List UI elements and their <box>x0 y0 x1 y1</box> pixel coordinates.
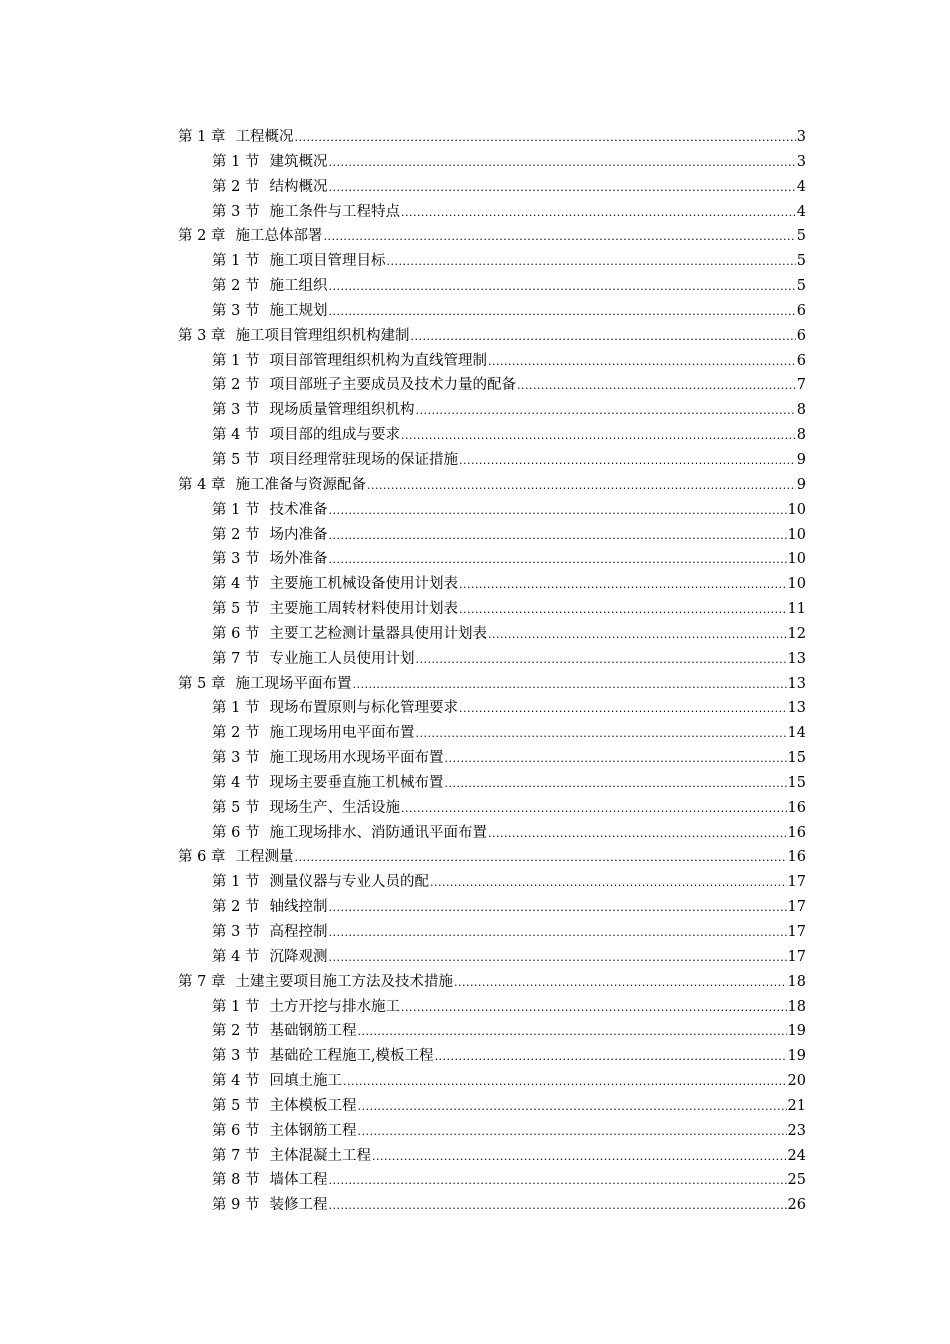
toc-entry-number: 第 7 节 <box>212 650 260 667</box>
toc-entry-page-number: 13 <box>787 700 806 717</box>
toc-entry-page-number: 17 <box>787 899 806 916</box>
dot-leader <box>459 598 787 623</box>
toc-entry-title: 现场布置原则与标化管理要求 <box>269 700 458 717</box>
dot-leader <box>328 1194 786 1219</box>
toc-section-entry[interactable] <box>178 746 806 771</box>
toc-section-entry[interactable] <box>178 995 806 1020</box>
toc-entry-title: 施工准备与资源配备 <box>235 476 366 493</box>
toc-entry-title: 施工规划 <box>269 302 328 319</box>
toc-section-entry[interactable] <box>178 373 806 398</box>
toc-entry-title: 基础砼工程施工,模板工程 <box>269 1048 434 1065</box>
toc-entry-title: 现场质量管理组织机构 <box>269 402 415 419</box>
toc-entry-number: 第 1 节 <box>212 352 260 369</box>
dot-leader <box>415 648 786 673</box>
toc-section-entry[interactable] <box>178 572 806 597</box>
toc-entry-page-number: 8 <box>796 427 806 444</box>
dot-leader <box>459 449 796 474</box>
toc-entry-title: 墙体工程 <box>269 1172 328 1189</box>
dot-leader <box>328 524 786 549</box>
toc-entry-title: 施工现场平面布置 <box>235 675 352 692</box>
toc-entry-title: 主体混凝土工程 <box>269 1147 371 1164</box>
toc-entry-number: 第 4 章 <box>178 476 226 493</box>
toc-entry-title: 建筑概况 <box>269 153 328 170</box>
toc-entry-number: 第 4 节 <box>212 774 260 791</box>
toc-section-entry[interactable] <box>178 175 806 200</box>
dot-leader <box>401 996 787 1021</box>
toc-entry-page-number: 19 <box>787 1023 806 1040</box>
toc-entry-page-number: 17 <box>787 924 806 940</box>
toc-entry-page-number: 5 <box>796 228 806 245</box>
toc-entry-page-number: 16 <box>787 824 806 841</box>
toc-entry-page-number: 19 <box>787 1048 806 1065</box>
toc-entry-page-number: 13 <box>787 675 806 692</box>
toc-entry-title: 场内准备 <box>269 526 328 543</box>
toc-section-entry[interactable] <box>178 523 806 548</box>
toc-entry-number: 第 3 节 <box>212 203 260 220</box>
dot-leader <box>357 1020 786 1045</box>
toc-entry-number: 第 1 节 <box>212 501 260 518</box>
toc-entry-title: 回填土施工 <box>269 1073 342 1090</box>
toc-entry-page-number: 3 <box>796 129 806 145</box>
toc-entry-title: 轴线控制 <box>269 899 328 916</box>
toc-entry-page-number: 5 <box>796 278 806 295</box>
toc-entry-page-number: 21 <box>787 1097 806 1114</box>
dot-leader <box>488 623 787 648</box>
toc-chapter-entry[interactable] <box>178 672 806 697</box>
dot-leader <box>328 275 795 300</box>
toc-entry-title: 项目经理常驻现场的保证措施 <box>269 451 458 468</box>
toc-entry-number: 第 4 节 <box>212 1073 260 1090</box>
dot-leader <box>328 946 786 971</box>
toc-section-entry[interactable] <box>178 349 806 374</box>
toc-section-entry[interactable] <box>178 200 806 225</box>
toc-entry-number: 第 6 节 <box>212 824 260 841</box>
toc-entry-number: 第 3 节 <box>212 302 260 319</box>
toc-entry-page-number: 9 <box>796 476 806 493</box>
toc-entry-page-number: 10 <box>787 526 806 543</box>
toc-entry-number: 第 2 节 <box>212 899 260 916</box>
toc-entry-page-number: 6 <box>796 327 806 344</box>
dot-leader <box>517 374 796 399</box>
toc-entry-title: 施工现场用水现场平面布置 <box>269 750 444 767</box>
toc-entry-title: 现场主要垂直施工机械布置 <box>269 774 444 791</box>
toc-entry-number: 第 1 节 <box>212 700 260 717</box>
toc-entry-title: 项目部的组成与要求 <box>269 427 400 444</box>
dot-leader <box>401 424 796 449</box>
table-of-contents <box>178 125 806 1218</box>
toc-section-entry[interactable] <box>178 597 806 622</box>
dot-leader <box>415 399 795 424</box>
toc-entry-page-number: 3 <box>796 153 806 170</box>
toc-entry-page-number: 10 <box>787 576 806 593</box>
toc-entry-title: 现场生产、生活设施 <box>269 799 400 816</box>
dot-leader <box>430 871 787 896</box>
dot-leader <box>444 772 786 797</box>
toc-chapter-entry[interactable] <box>178 125 806 150</box>
toc-entry-title: 施工组织 <box>269 278 328 295</box>
dot-leader <box>488 822 787 847</box>
toc-entry-page-number: 5 <box>796 253 806 270</box>
toc-entry-page-number: 13 <box>787 650 806 667</box>
toc-entry-title: 主体钢筋工程 <box>269 1122 357 1139</box>
toc-chapter-entry[interactable] <box>178 324 806 349</box>
toc-entry-page-number: 9 <box>796 451 806 468</box>
toc-entry-title: 主要施工机械设备使用计划表 <box>269 576 458 593</box>
toc-entry-title: 专业施工人员使用计划 <box>269 650 415 667</box>
toc-entry-page-number: 6 <box>796 302 806 319</box>
toc-entry-page-number: 18 <box>787 973 806 990</box>
toc-entry-title: 施工现场用电平面布置 <box>269 725 415 742</box>
toc-entry-title: 结构概况 <box>269 178 328 195</box>
toc-entry-number: 第 5 章 <box>178 675 226 692</box>
toc-entry-number: 第 2 节 <box>212 1023 260 1040</box>
toc-section-entry[interactable] <box>178 920 806 945</box>
toc-entry-number: 第 8 节 <box>212 1172 260 1189</box>
toc-section-entry[interactable] <box>178 895 806 920</box>
toc-entry-number: 第 4 节 <box>212 948 260 965</box>
toc-section-entry[interactable] <box>178 1193 806 1218</box>
toc-section-entry[interactable] <box>178 696 806 721</box>
toc-entry-number: 第 3 节 <box>212 402 260 419</box>
toc-entry-title: 主要施工周转材料使用计划表 <box>269 601 458 618</box>
toc-entry-page-number: 4 <box>796 203 806 220</box>
toc-section-entry[interactable] <box>178 1168 806 1193</box>
toc-entry-page-number: 15 <box>787 750 806 767</box>
toc-entry-number: 第 2 节 <box>212 725 260 742</box>
toc-entry-number: 第 4 节 <box>212 576 260 593</box>
dot-leader <box>386 250 795 275</box>
toc-entry-page-number: 8 <box>796 402 806 419</box>
toc-entry-number: 第 3 章 <box>178 327 226 344</box>
dot-leader <box>328 1169 786 1194</box>
toc-entry-number: 第 2 节 <box>212 526 260 543</box>
toc-entry-title: 场外准备 <box>269 551 328 568</box>
dot-leader <box>294 846 786 871</box>
toc-chapter-entry[interactable] <box>178 224 806 249</box>
toc-entry-page-number: 23 <box>787 1122 806 1139</box>
toc-entry-title: 工程测量 <box>235 849 294 866</box>
toc-entry-page-number: 15 <box>787 774 806 791</box>
dot-leader <box>415 722 786 747</box>
toc-entry-number: 第 6 节 <box>212 625 260 642</box>
toc-section-entry[interactable] <box>178 448 806 473</box>
toc-entry-page-number: 10 <box>787 501 806 518</box>
toc-entry-title: 施工条件与工程特点 <box>269 203 400 220</box>
toc-entry-number: 第 2 章 <box>178 228 226 245</box>
dot-leader <box>328 176 795 201</box>
toc-entry-title: 施工现场排水、消防通讯平面布置 <box>269 824 487 841</box>
toc-section-entry[interactable] <box>178 150 806 175</box>
dot-leader <box>328 499 786 524</box>
toc-entry-title: 基础钢筋工程 <box>269 1023 357 1040</box>
toc-entry-title: 测量仪器与专业人员的配 <box>269 874 429 891</box>
toc-entry-page-number: 24 <box>787 1147 806 1164</box>
toc-entry-number: 第 5 节 <box>212 1097 260 1114</box>
toc-entry-page-number: 20 <box>787 1073 806 1090</box>
toc-section-entry[interactable] <box>178 821 806 846</box>
dot-leader <box>459 697 787 722</box>
toc-entry-number: 第 5 节 <box>212 799 260 816</box>
toc-section-entry[interactable] <box>178 423 806 448</box>
toc-section-entry[interactable] <box>178 796 806 821</box>
dot-leader <box>328 896 786 921</box>
toc-section-entry[interactable] <box>178 274 806 299</box>
dot-leader <box>488 350 796 375</box>
dot-leader <box>294 126 795 151</box>
toc-section-entry[interactable] <box>178 1094 806 1119</box>
toc-entry-page-number: 17 <box>787 948 806 965</box>
toc-section-entry[interactable] <box>178 1144 806 1169</box>
toc-entry-page-number: 11 <box>787 601 806 618</box>
dot-leader <box>328 921 786 946</box>
dot-leader <box>343 1070 787 1095</box>
toc-entry-number: 第 5 节 <box>212 451 260 468</box>
toc-entry-number: 第 3 节 <box>212 551 260 568</box>
dot-leader <box>401 797 787 822</box>
toc-section-entry[interactable] <box>178 771 806 796</box>
toc-entry-number: 第 1 节 <box>212 253 260 270</box>
dot-leader <box>328 548 786 573</box>
toc-entry-page-number: 6 <box>796 352 806 369</box>
toc-section-entry[interactable] <box>178 1044 806 1069</box>
toc-entry-page-number: 7 <box>796 377 806 394</box>
toc-entry-number: 第 7 章 <box>178 973 226 990</box>
dot-leader <box>323 225 795 250</box>
toc-entry-title: 土方开挖与排水施工 <box>269 998 400 1015</box>
toc-section-entry[interactable] <box>178 1119 806 1144</box>
toc-entry-number: 第 3 节 <box>212 1048 260 1065</box>
toc-section-entry[interactable] <box>178 721 806 746</box>
toc-entry-title: 技术准备 <box>269 501 328 518</box>
toc-section-entry[interactable] <box>178 498 806 523</box>
dot-leader <box>454 971 787 996</box>
toc-section-entry[interactable] <box>178 945 806 970</box>
toc-entry-title: 施工项目管理目标 <box>269 253 386 270</box>
toc-entry-title: 高程控制 <box>269 924 328 940</box>
toc-entry-page-number: 26 <box>787 1197 806 1214</box>
dot-leader <box>459 573 787 598</box>
toc-section-entry[interactable] <box>178 249 806 274</box>
toc-entry-number: 第 3 节 <box>212 924 260 940</box>
dot-leader <box>328 151 795 176</box>
toc-chapter-entry[interactable] <box>178 845 806 870</box>
toc-section-entry[interactable] <box>178 299 806 324</box>
toc-entry-title: 土建主要项目施工方法及技术措施 <box>235 973 453 990</box>
toc-section-entry[interactable] <box>178 398 806 423</box>
toc-entry-title: 沉降观测 <box>269 948 328 965</box>
toc-entry-title: 施工总体部署 <box>235 228 323 245</box>
toc-entry-title: 工程概况 <box>235 129 294 145</box>
dot-leader <box>401 201 796 226</box>
toc-section-entry[interactable] <box>178 1069 806 1094</box>
toc-entry-number: 第 5 节 <box>212 601 260 618</box>
toc-section-entry[interactable] <box>178 870 806 895</box>
toc-entry-number: 第 1 章 <box>178 129 226 145</box>
toc-entry-number: 第 2 节 <box>212 278 260 295</box>
toc-chapter-entry[interactable] <box>178 473 806 498</box>
toc-entry-number: 第 1 节 <box>212 874 260 891</box>
toc-entry-number: 第 3 节 <box>212 750 260 767</box>
toc-entry-title: 施工项目管理组织机构建制 <box>235 327 410 344</box>
toc-entry-number: 第 1 节 <box>212 153 260 170</box>
toc-entry-number: 第 7 节 <box>212 1147 260 1164</box>
toc-section-entry[interactable] <box>178 622 806 647</box>
toc-entry-number: 第 2 节 <box>212 178 260 195</box>
toc-section-entry[interactable] <box>178 1019 806 1044</box>
toc-entry-title: 主要工艺检测计量器具使用计划表 <box>269 625 487 642</box>
toc-entry-title: 项目部管理组织机构为直线管理制 <box>269 352 487 369</box>
toc-entry-number: 第 2 节 <box>212 377 260 394</box>
dot-leader <box>435 1045 787 1070</box>
toc-entry-title: 项目部班子主要成员及技术力量的配备 <box>269 377 516 394</box>
dot-leader <box>410 325 795 350</box>
toc-entry-number: 第 1 节 <box>212 998 260 1015</box>
toc-entry-page-number: 4 <box>796 178 806 195</box>
toc-entry-number: 第 9 节 <box>212 1197 260 1214</box>
toc-entry-page-number: 12 <box>787 625 806 642</box>
toc-entry-title: 装修工程 <box>269 1197 328 1214</box>
dot-leader <box>328 300 795 325</box>
toc-entry-page-number: 17 <box>787 874 806 891</box>
toc-entry-page-number: 25 <box>787 1172 806 1189</box>
dot-leader <box>357 1120 786 1145</box>
toc-entry-page-number: 18 <box>787 998 806 1015</box>
dot-leader <box>352 673 786 698</box>
toc-entry-page-number: 16 <box>787 849 806 866</box>
toc-section-entry[interactable] <box>178 547 806 572</box>
toc-entry-number: 第 6 节 <box>212 1122 260 1139</box>
toc-section-entry[interactable] <box>178 647 806 672</box>
toc-chapter-entry[interactable] <box>178 970 806 995</box>
dot-leader <box>372 1145 787 1170</box>
toc-entry-number: 第 6 章 <box>178 849 226 866</box>
toc-entry-number: 第 4 节 <box>212 427 260 444</box>
dot-leader <box>357 1095 786 1120</box>
toc-entry-page-number: 14 <box>787 725 806 742</box>
toc-entry-page-number: 10 <box>787 551 806 568</box>
toc-entry-page-number: 16 <box>787 799 806 816</box>
dot-leader <box>444 747 786 772</box>
dot-leader <box>367 474 796 499</box>
toc-entry-title: 主体模板工程 <box>269 1097 357 1114</box>
